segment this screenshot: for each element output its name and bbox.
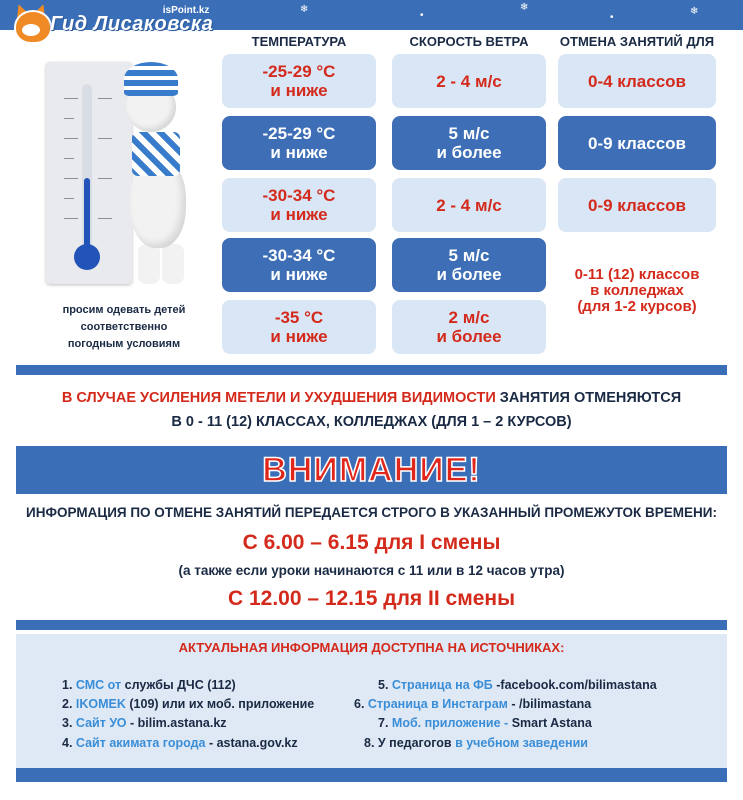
blizzard-line-1 (0, 390, 743, 406)
row5-temp: -35 °С и ниже (222, 300, 376, 354)
row1-cancel: 0-4 классов (558, 54, 716, 108)
sources-title: АКТУАЛЬНАЯ ИНФОРМАЦИЯ ДОСТУПНА НА ИСТОЧНИКАХ: (178, 640, 565, 655)
source-item-5: 5. Страница на ФБ -facebook.com/bilimastana (378, 678, 657, 692)
shift1-time: С 6.00 – 6.15 для I смены (242, 531, 501, 554)
header-temperature: ТЕМПЕРАТУРА (251, 34, 347, 49)
source-item-6: 6. Страница в Инстаграм - /bilimastana (354, 697, 592, 711)
row5-wind: 2 м/с и более (392, 300, 546, 354)
source-item-8: 8. У педагогов в учебном заведении (364, 736, 588, 750)
row3-wind: 2 - 4 м/с (392, 178, 546, 232)
row4-cancel: 0-11 (12) классов в колледжах (для 1-2 курсов) (574, 266, 700, 315)
snowflake-icon: ❄ (690, 6, 699, 17)
info-intro: ИНФОРМАЦИЯ ПО ОТМЕНЕ ЗАНЯТИЙ ПЕРЕДАЕТСЯ СТРОГО В УКАЗАННЫЙ ПРОМЕЖУТОК ВРЕМЕНИ: (26, 505, 717, 520)
bottom-bar (16, 768, 727, 782)
snowflake-icon: ❄ (300, 4, 309, 15)
snowflake-icon: • (610, 12, 614, 23)
row1-temp: -25-29 °С и ниже (222, 54, 376, 108)
divider-bar (16, 365, 727, 375)
row3-cancel: 0-9 классов (558, 178, 716, 232)
row2-cancel: 0-9 классов (558, 116, 716, 170)
source-item-4: 4. Сайт акимата города - astana.gov.kz (62, 736, 298, 750)
blizzard-red: В СЛУЧАЕ УСИЛЕНИЯ МЕТЕЛИ И УХУДШЕНИЯ ВИДИМОСТИ (61, 390, 496, 406)
site-logo[interactable] (10, 4, 213, 44)
source-item-2: 2. IKOMEK (109) или их моб. приложение (62, 697, 315, 711)
row2-temp: -25-29 °С и ниже (222, 116, 376, 170)
logo-site: isPoint.kz (162, 4, 210, 16)
header-cancel: ОТМЕНА ЗАНЯТИЙ ДЛЯ (559, 34, 715, 49)
row4-wind: 5 м/с и более (392, 238, 546, 292)
source-item-1: 1. СМС от службы ДЧС (112) (62, 678, 236, 692)
row4-temp: -30-34 °С и ниже (222, 238, 376, 292)
blizzard-line-2: В 0 - 11 (12) КЛАССАХ, КОЛЛЕДЖАХ (ДЛЯ 1 – 2 КУРСОВ) (171, 414, 572, 430)
divider-bar (16, 620, 727, 630)
snowflake-icon: ❄ (520, 2, 529, 13)
shift1-note: (а также если уроки начинаются с 11 или в 12 часов утра) (178, 563, 565, 578)
row1-wind: 2 - 4 м/с (392, 54, 546, 108)
row2-wind: 5 м/с и более (392, 116, 546, 170)
attention-title: ВНИМАНИЕ! (262, 450, 481, 489)
fox-logo-icon (10, 4, 54, 44)
source-item-7: 7. Моб. приложение - Smart Astana (378, 716, 592, 730)
blizzard-dark: ЗАНЯТИЯ ОТМЕНЯЮТСЯ (495, 390, 682, 406)
header-wind: СКОРОСТЬ ВЕТРА (409, 34, 529, 49)
row3-temp: -30-34 °С и ниже (222, 178, 376, 232)
snowflake-icon: • (420, 10, 424, 21)
logo-brand: Гид Лисаковска (50, 12, 214, 35)
thermometer-snowman-illustration (44, 48, 194, 288)
shift2-time: С 12.00 – 12.15 для II смены (227, 587, 516, 610)
source-item-3: 3. Сайт УО - bilim.astana.kz (62, 716, 227, 730)
clothing-note: просим одевать детей соответственно погодным условиям (62, 304, 186, 350)
